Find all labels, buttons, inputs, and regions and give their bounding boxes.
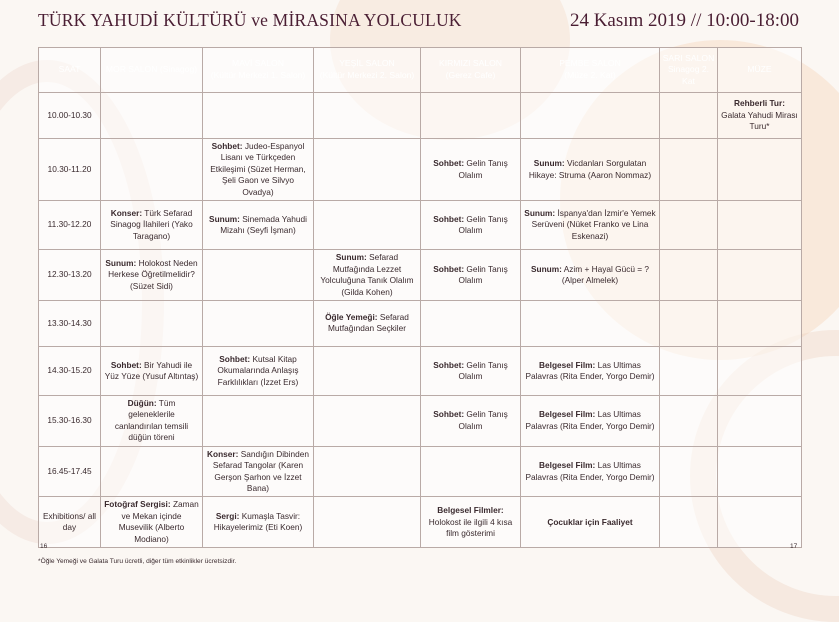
event-cell-pembe	[521, 139, 660, 201]
event-cell-pembe	[521, 395, 660, 446]
event-type: Sohbet:	[433, 263, 465, 274]
event-type: Sunum:	[105, 257, 137, 268]
column-header-pembe	[521, 48, 660, 93]
event-description: Las Ultimas Palavras (Rita Ender, Yorgo Demir)	[525, 409, 655, 431]
event-cell-mavi	[203, 93, 314, 139]
event-type: Sunum:	[209, 213, 240, 224]
event-type: Sohbet:	[433, 359, 465, 370]
event-cell-muze	[718, 346, 802, 395]
event-cell-muze	[718, 300, 802, 346]
column-header-muze	[718, 48, 802, 93]
event-cell-pembe	[521, 201, 660, 250]
event-description: Zaman ve Mekan içinde Musevilik (Alberto Modiano)	[118, 499, 199, 544]
event-type: Düğün:	[127, 397, 157, 408]
event-description: Holokost ile ilgili 4 kısa film gösterimi	[428, 516, 513, 539]
event-cell-pembe	[521, 497, 660, 548]
time-cell: 15.30-16.30	[39, 395, 101, 446]
event-cell-mor	[101, 446, 203, 497]
event-cell-sari	[660, 497, 718, 548]
event-cell-mavi	[203, 497, 314, 548]
event-cell-yesil	[314, 346, 421, 395]
event-type: Belgesel Filmler:	[437, 505, 504, 516]
event-cell-muze	[718, 497, 802, 548]
column-header-mavi	[203, 48, 314, 93]
event-type: Çocuklar için Faaliyet	[547, 516, 633, 527]
event-cell-muze	[718, 446, 802, 497]
column-header-name: MOR SALON (Sinagog)	[105, 64, 198, 75]
event-description: Gelin Tanış Olalım	[458, 158, 508, 180]
event-cell-muze	[718, 395, 802, 446]
time-cell: 10.00-10.30	[39, 93, 101, 139]
time-cell: 16.45-17.45	[39, 446, 101, 497]
column-header-name: YEŞİL SALON	[339, 58, 395, 69]
event-cell-mavi	[203, 139, 314, 201]
column-header-name: MAVİ SALON	[232, 58, 284, 69]
event-type: Sergi:	[215, 510, 240, 521]
time-cell: 11.30-12.20	[39, 201, 101, 250]
event-type: Konser:	[110, 208, 143, 219]
event-cell-kirmizi	[421, 497, 521, 548]
event-type: Sunum:	[530, 263, 562, 274]
event-type: Sohbet:	[110, 359, 142, 370]
event-cell-yesil	[314, 395, 421, 446]
event-cell-yesil	[314, 139, 421, 201]
event-description: Bir Yahudi ile Yüz Yüze (Yusuf Altıntaş)	[104, 359, 199, 381]
event-description: Las Ultimas Palavras (Rita Ender, Yorgo Demir)	[525, 460, 655, 482]
schedule-table	[38, 47, 802, 548]
event-cell-mavi	[203, 300, 314, 346]
event-type: Belgesel Film:	[539, 359, 596, 370]
event-cell-yesil	[314, 93, 421, 139]
table-row	[39, 346, 802, 395]
event-type: Sohbet:	[219, 353, 251, 364]
event-cell-yesil	[314, 201, 421, 250]
event-cell-yesil	[314, 250, 421, 301]
event-type: Belgesel Film:	[539, 460, 596, 471]
event-type: Konser:	[207, 448, 239, 459]
table-row	[39, 300, 802, 346]
event-cell-sari	[660, 346, 718, 395]
event-cell-sari	[660, 446, 718, 497]
event-description: Kumaşla Tasvir: Hikayelerimiz (Eti Koen)	[213, 510, 303, 533]
event-date: 24 Kasım 2019 // 10:00-18:00	[569, 10, 799, 31]
event-description: Sefarad Mutfağından Seçkiler	[328, 312, 409, 334]
event-cell-sari	[660, 300, 718, 346]
column-header-saat	[39, 48, 101, 93]
event-cell-sari	[660, 139, 718, 201]
event-description: Gelin Tanış Olalım	[458, 263, 508, 286]
event-cell-muze	[718, 139, 802, 201]
event-cell-mavi	[203, 395, 314, 446]
event-cell-mavi	[203, 446, 314, 497]
time-cell: 12.30-13.20	[39, 250, 101, 301]
page-number-left: 16	[40, 543, 48, 550]
event-type: Sohbet:	[211, 141, 243, 151]
event-cell-mavi	[203, 201, 314, 250]
table-row	[39, 395, 802, 446]
page-title: TÜRK YAHUDİ KÜLTÜRÜ ve MİRASINA YOLCULUK	[38, 10, 462, 30]
column-header-name: SARI SALON	[662, 52, 715, 63]
event-cell-muze	[718, 93, 802, 139]
footer-note: *Öğle Yemeği ve Galata Turu ücretli, diğer tüm etkinlikler ücretsizdir.	[38, 558, 237, 565]
event-cell-kirmizi	[421, 346, 521, 395]
table-row	[39, 139, 802, 201]
event-cell-pembe	[521, 446, 660, 497]
event-type: Sunum:	[524, 208, 556, 219]
column-header-yesil	[314, 48, 421, 93]
event-cell-mor	[101, 395, 203, 446]
table-header-row	[39, 48, 802, 93]
column-header-location: Sinagog 2. Kat	[667, 64, 710, 86]
column-header-location: (Müze 2. Kat)	[564, 70, 616, 80]
column-header-location: (Kültür Merkezi 1. Salon)	[210, 70, 306, 80]
event-cell-kirmizi	[421, 93, 521, 139]
event-description: Gelin Tanış Olalım	[458, 213, 508, 236]
time-cell: 10.30-11.20	[39, 139, 101, 201]
event-description: Holokost Neden Herkese Öğretilmelidir? (Süzet Sidi)	[108, 257, 198, 291]
event-type: Sohbet:	[433, 213, 465, 224]
event-cell-sari	[660, 201, 718, 250]
event-cell-muze	[718, 250, 802, 301]
event-description: Gelin Tanış Olalım	[458, 359, 508, 381]
event-cell-mavi	[203, 346, 314, 395]
time-cell: 13.30-14.30	[39, 300, 101, 346]
column-header-name: MÜZE	[747, 64, 772, 75]
event-type: Sohbet:	[433, 158, 465, 169]
event-cell-muze	[718, 201, 802, 250]
event-description: Judeo-Espanyol Lisanı ve Türkçeden Etkileşimi (Süzet Herman, Şeli Gaon ve Silvyo Ovadya)	[210, 141, 306, 197]
event-cell-mor	[101, 497, 203, 548]
event-type: Belgesel Film:	[539, 409, 596, 420]
time-cell: Exhibitions/ all day	[39, 497, 101, 548]
event-cell-pembe	[521, 93, 660, 139]
event-cell-mor	[101, 93, 203, 139]
event-cell-pembe	[521, 250, 660, 301]
event-cell-pembe	[521, 346, 660, 395]
event-cell-yesil	[314, 446, 421, 497]
time-cell: 14.30-15.20	[39, 346, 101, 395]
event-cell-kirmizi	[421, 395, 521, 446]
column-header-kirmizi	[421, 48, 521, 93]
event-cell-kirmizi	[421, 250, 521, 301]
event-cell-kirmizi	[421, 446, 521, 497]
table-row	[39, 201, 802, 250]
column-header-name: PEMBE SALON	[559, 58, 621, 69]
event-cell-sari	[660, 93, 718, 139]
table-row	[39, 93, 802, 139]
event-description: Galata Yahudi Mirası Turu*	[721, 109, 798, 132]
table-row	[39, 497, 802, 548]
event-description: Türk Sefarad Sinagog İlahileri (Yako Taragano)	[110, 208, 193, 241]
event-description: İspanya'dan İzmir'e Yemek Serüveni (Nüket Franko ve Lina Eskenazi)	[531, 208, 656, 241]
column-header-location: (Gerez Cafe)	[445, 70, 496, 80]
event-type: Sunum:	[335, 252, 367, 263]
event-cell-mor	[101, 201, 203, 250]
event-type: Sohbet:	[433, 409, 465, 420]
column-header-location: (Kültür Merkezi 2. Salon)	[319, 70, 415, 80]
event-description: Las Ultimas Palavras (Rita Ender, Yorgo Demir)	[525, 359, 655, 381]
event-description: Sinemada Yahudi Mizahı (Seyfi İşman)	[220, 213, 307, 236]
event-description: Sandığın Dibinden Sefarad Tangolar (Karen Gerşon Şarhon ve İzzet Bana)	[212, 448, 309, 493]
event-type: Sunum:	[533, 158, 565, 169]
event-cell-kirmizi	[421, 201, 521, 250]
column-header-mor	[101, 48, 203, 93]
event-description: Tüm geleneklerile canlandırılan temsili düğün töreni	[114, 397, 189, 443]
column-header-name: SAAT	[58, 64, 81, 75]
event-type: Rehberli Tur:	[733, 98, 785, 109]
event-cell-sari	[660, 395, 718, 446]
event-cell-yesil	[314, 300, 421, 346]
event-type: Öğle Yemeği:	[325, 312, 378, 322]
event-cell-mavi	[203, 250, 314, 301]
event-cell-kirmizi	[421, 300, 521, 346]
event-description: Kutsal Kitap Okumalarında Anlaşış Farklılıkları (İzzet Ers)	[217, 353, 299, 387]
event-cell-mor	[101, 300, 203, 346]
column-header-name: KIRMIZI SALON	[438, 58, 503, 69]
event-cell-yesil	[314, 497, 421, 548]
page-number-right: 17	[790, 543, 798, 550]
event-cell-pembe	[521, 300, 660, 346]
event-description: Sefarad Mutfağında Lezzet Yolculuğuna Tanık Olalım (Gilda Kohen)	[320, 252, 414, 297]
event-cell-mor	[101, 250, 203, 301]
event-cell-sari	[660, 250, 718, 301]
column-header-sari	[660, 48, 718, 93]
event-description: Vicdanları Sorgulatan Hikaye: Struma (Aaron Nommaz)	[528, 158, 652, 180]
table-row	[39, 446, 802, 497]
event-description: Azim + Hayal Gücü = ? (Alper Almelek)	[561, 263, 650, 286]
event-cell-mor	[101, 346, 203, 395]
table-row	[39, 250, 802, 301]
event-description: Gelin Tanış Olalım	[458, 409, 508, 431]
event-cell-kirmizi	[421, 139, 521, 201]
event-cell-mor	[101, 139, 203, 201]
event-type: Fotoğraf Sergisi:	[104, 499, 171, 510]
